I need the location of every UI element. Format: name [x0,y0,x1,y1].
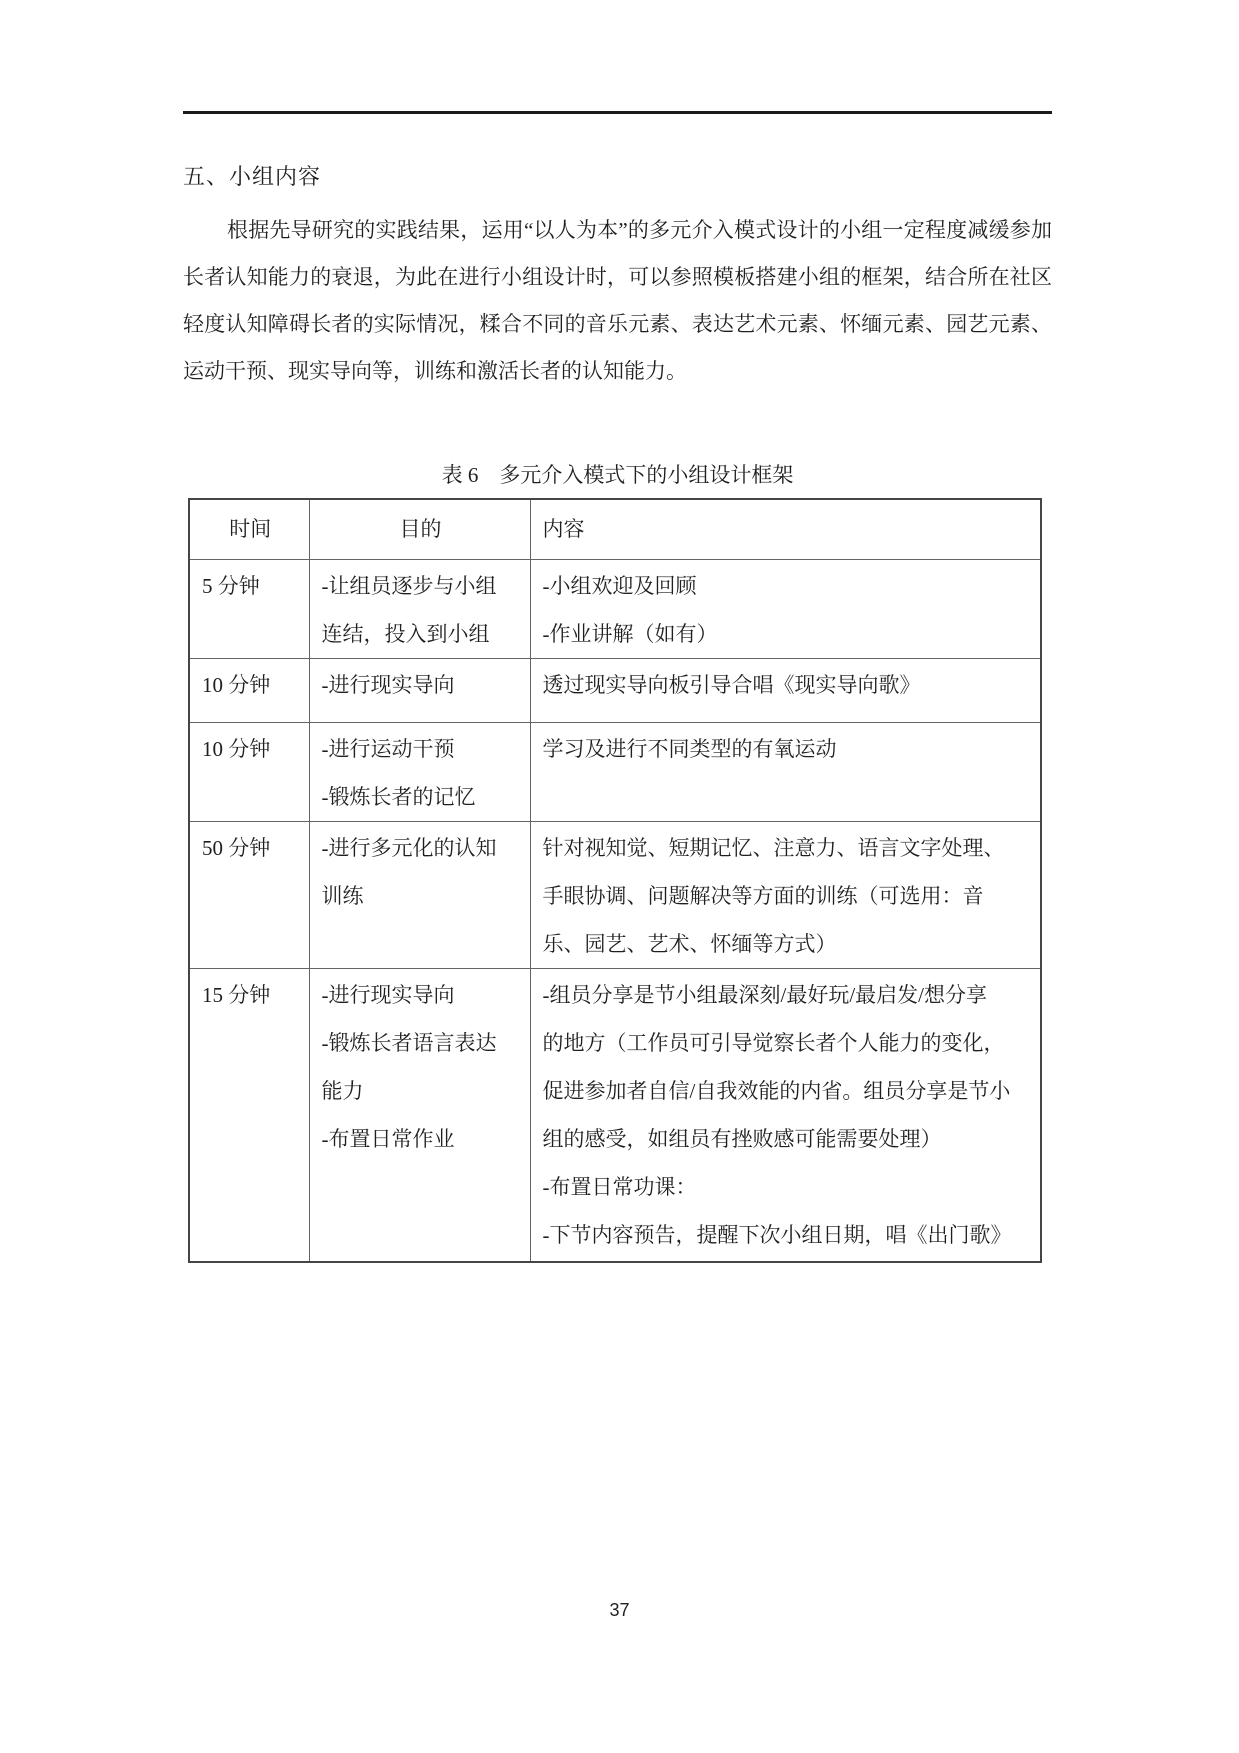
cell-line: 10 分钟 [202,736,271,761]
cell-line: 手眼协调、问题解决等方面的训练（可选用：音 [542,883,984,908]
table-header-row [189,499,1041,559]
page-number: 37 [609,1600,630,1620]
purpose-cell [309,658,530,722]
cell-line: 能力 [321,1078,364,1103]
time-cell [189,968,309,1262]
cell-line: -布置日常功课： [542,1174,697,1199]
cell-line: -进行现实导向 [321,982,455,1007]
header-cell-content: 内容 [530,499,1041,559]
cell-line: -组员分享是节小组最深刻/最好玩/最启发/想分享 [542,982,987,1007]
cell-line: 训练 [321,883,364,908]
content-cell [530,559,1041,658]
body-paragraph: 根据先导研究的实践结果，运用“以人为本”的多元介入模式设计的小组一定程度减缓参加长者认知能力的衰退，为此在进行小组设计时，可以参照模板搭建小组的框架，结合所在社区轻度认知障碍长者的实际情况，糅合不同的音乐元素、表达艺术元素、怀缅元素、园艺元素、运动干预、现实导向等，训练和激活长者的认知能力。 [183,218,1052,383]
cell-line: 5 分钟 [202,573,260,598]
cell-line: 50 分钟 [202,835,271,860]
cell-line: 透过现实导向板引导合唱《现实导向歌》 [542,672,921,697]
cell-line: 10 分钟 [202,672,271,697]
purpose-cell [309,821,530,968]
cell-line: 针对视知觉、短期记忆、注意力、语言文字处理、 [542,835,1005,860]
purpose-cell [309,968,530,1262]
header-cell-time: 时间 [189,499,309,559]
purpose-cell [309,559,530,658]
cell-line: 15 分钟 [202,982,271,1007]
table-row [189,722,1041,821]
cell-line: -进行现实导向 [321,672,455,697]
cell-line: -下节内容预告，提醒下次小组日期，唱《出门歌》 [542,1222,1012,1247]
cell-line: 乐、园艺、艺术、怀缅等方式） [542,931,837,956]
cell-line: -进行运动干预 [321,736,455,761]
time-cell [189,658,309,722]
content-cell [530,968,1041,1262]
cell-line: -作业讲解（如有） [542,621,718,646]
header-rule [183,111,1052,114]
content-cell [530,722,1041,821]
cell-line: -让组员逐步与小组 [321,573,497,598]
section-heading: 五、小组内容 [183,164,322,189]
cell-line: 学习及进行不同类型的有氧运动 [542,736,837,761]
time-cell [189,722,309,821]
cell-line: -进行多元化的认知 [321,835,497,860]
cell-line: 促进参加者自信/自我效能的内省。组员分享是节小 [542,1078,1011,1103]
cell-line: 连结，投入到小组 [321,621,490,646]
purpose-cell [309,722,530,821]
cell-line: -锻炼长者的记忆 [321,784,476,809]
table-row [189,559,1041,658]
cell-line: 组的感受，如组员有挫败感可能需要处理） [542,1126,942,1151]
table-row [189,658,1041,722]
cell-line: 的地方（工作员可引导觉察长者个人能力的变化， [542,1030,1005,1055]
table-row [189,968,1041,1262]
cell-line: -锻炼长者语言表达 [321,1030,497,1055]
time-cell [189,559,309,658]
header-cell-purpose: 目的 [309,499,530,559]
time-cell [189,821,309,968]
cell-line: -小组欢迎及回顾 [542,573,697,598]
table-caption: 表 6 多元介入模式下的小组设计框架 [441,463,794,487]
cell-line: -布置日常作业 [321,1126,455,1151]
content-cell [530,821,1041,968]
group-design-table [188,498,1042,1263]
table-row [189,821,1041,968]
content-cell [530,658,1041,722]
